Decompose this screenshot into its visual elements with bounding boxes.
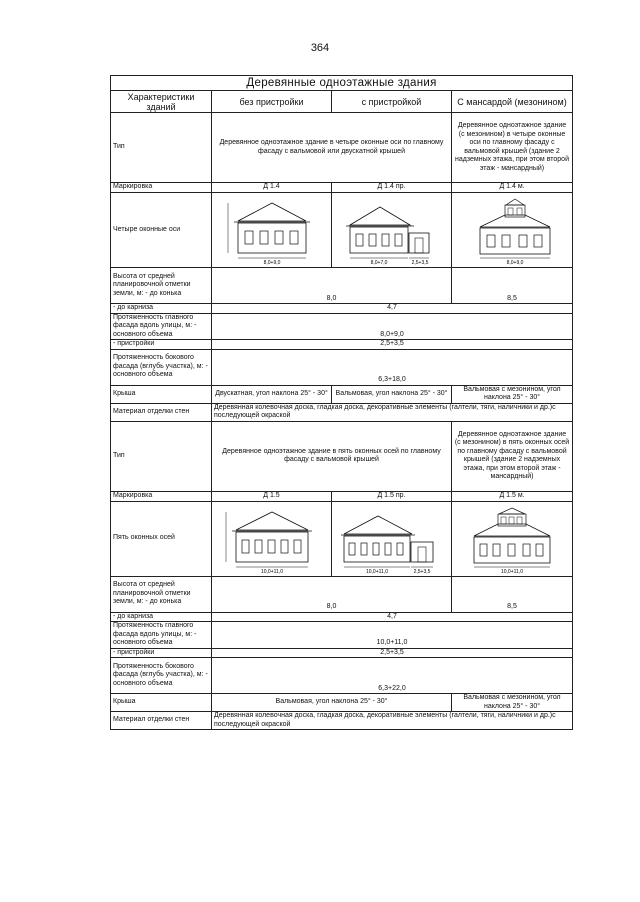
material-label: Материал отделки стен — [111, 403, 212, 421]
marking-value: Д 1.4 м. — [452, 183, 573, 193]
table-title: Деревянные одноэтажные здания — [111, 76, 573, 91]
facade-drawing-cell — [332, 501, 452, 576]
main-length-label: Протяженность главного фасада вдоль улицы, м: - основного объема — [111, 313, 212, 340]
height-ridge-value: 8,0 — [212, 576, 452, 612]
facade-drawing-cell — [212, 193, 332, 268]
page-number: 364 — [310, 42, 330, 54]
dimension-label: 10,0+11,0 — [260, 568, 283, 574]
header-col1: без пристройки — [212, 91, 332, 113]
house-with-mezzanine-drawing — [456, 504, 568, 574]
facade-drawing-cell — [332, 193, 452, 268]
annex-label: - пристройки — [111, 340, 212, 350]
dimension-label: 2,5+3,5 — [411, 260, 428, 265]
house-with-annex-drawing — [336, 195, 448, 265]
side-length-label: Протяженность бокового фасада (вглубь участка), м: - основного объема — [111, 658, 212, 694]
dimension-label: 2,5+3,5 — [413, 568, 430, 574]
marking-label: Маркировка — [111, 183, 212, 193]
roof-value: Вальмовая, угол наклона 25° - 30° — [332, 385, 452, 403]
material-value: Деревянная колевочная доска, гладкая доска, декоративные элементы (галтели, тяги, наличники и др.)с последующей окраской — [212, 403, 573, 421]
height-label: Высота от средней планировочной отметки земли, м: - до конька — [111, 576, 212, 612]
house-facade-drawing — [216, 195, 328, 265]
material-label: Материал отделки стен — [111, 712, 212, 730]
annex-label: - пристройки — [111, 648, 212, 658]
height-label: Высота от средней планировочной отметки земли, м: - до конька — [111, 268, 212, 304]
roof-value: Вальмовая, угол наклона 25° - 30° — [212, 694, 452, 712]
marking-value: Д 1.5 — [212, 491, 332, 501]
annex-value: 2,5+3,5 — [212, 340, 573, 350]
dimension-label: 8,0+7,0 — [370, 260, 387, 265]
eaves-value: 4,7 — [212, 612, 573, 622]
main-length-label: Протяженность главного фасада вдоль улицы, м: - основного объема — [111, 622, 212, 649]
roof-label: Крыша — [111, 385, 212, 403]
marking-label: Маркировка — [111, 491, 212, 501]
facade-drawing-cell — [452, 501, 573, 576]
marking-value: Д 1.4 — [212, 183, 332, 193]
dimension-label: 10,0+11,0 — [365, 568, 388, 574]
main-length-value: 8,0+9,0 — [212, 313, 573, 340]
height-ridge-value: 8,0 — [212, 268, 452, 304]
roof-value: Вальмовая с мезонином, угол наклона 25° - 30° — [452, 385, 573, 403]
house-facade-drawing — [216, 504, 328, 574]
roof-label: Крыша — [111, 694, 212, 712]
dimension-label: 8,0+9,0 — [263, 260, 280, 265]
side-length-label: Протяженность бокового фасада (вглубь участка), м: - основного объема — [111, 349, 212, 385]
eaves-label: - до карниза — [111, 304, 212, 314]
house-with-annex-drawing — [336, 504, 448, 574]
height-ridge-value-mansard: 8,5 — [452, 576, 573, 612]
roof-value: Двускатная, угол наклона 25° - 30° — [212, 385, 332, 403]
side-length-value: 6,3+22,0 — [212, 658, 573, 694]
header-characteristics: Характеристики зданий — [111, 91, 212, 113]
header-col3: С мансардой (мезонином) — [452, 91, 573, 113]
marking-value: Д 1.5 м. — [452, 491, 573, 501]
main-length-value: 10,0+11,0 — [212, 622, 573, 649]
house-with-mezzanine-drawing — [456, 195, 568, 265]
facade-drawing-cell — [212, 501, 332, 576]
dimension-label: 8,0+9,0 — [506, 260, 524, 265]
type-label: Тип — [111, 421, 212, 491]
type-description-mansard: Деревянное одноэтажное здание (с мезонином) в пять оконных осей по главному фасаду с вальмовой крышей (здание 2 надземных этажа, при этом второй этаж - мансардный) — [452, 421, 573, 491]
side-length-value: 6,3+18,0 — [212, 349, 573, 385]
eaves-label: - до карниза — [111, 612, 212, 622]
type-description-mansard: Деревянное одноэтажное здание (с мезонином) в четыре оконные оси по главному фасаду с вальмовой крышей (здание 2 надземных этажа, при этом второй этаж - мансардный) — [452, 113, 573, 183]
eaves-value: 4,7 — [212, 304, 573, 314]
roof-value-mansard: Вальмовая с мезонином, угол наклона 25° - 30° — [452, 694, 573, 712]
facade-drawing-cell — [452, 193, 573, 268]
dimension-label: 10,0+11,0 — [501, 568, 524, 574]
type-label: Тип — [111, 113, 212, 183]
marking-value: Д 1.4 пр. — [332, 183, 452, 193]
facade-label: Пять оконных осей — [111, 501, 212, 576]
facade-label: Четыре оконные оси — [111, 193, 212, 268]
annex-value: 2,5+3,5 — [212, 648, 573, 658]
marking-value: Д 1.5 пр. — [332, 491, 452, 501]
material-value: Деревянная колевочная доска, гладкая доска, декоративные элементы (галтели, тяги, наличники и др.)с последующей окраской — [212, 712, 573, 730]
height-ridge-value-mansard: 8,5 — [452, 268, 573, 304]
header-col2: с пристройкой — [332, 91, 452, 113]
type-description: Деревянное одноэтажное здание в четыре оконные оси по главному фасаду с вальмовой или двускатной крышей — [212, 113, 452, 183]
buildings-table — [110, 75, 573, 730]
type-description: Деревянное одноэтажное здание в пять оконных осей по главному фасаду с вальмовой крышей — [212, 421, 452, 491]
